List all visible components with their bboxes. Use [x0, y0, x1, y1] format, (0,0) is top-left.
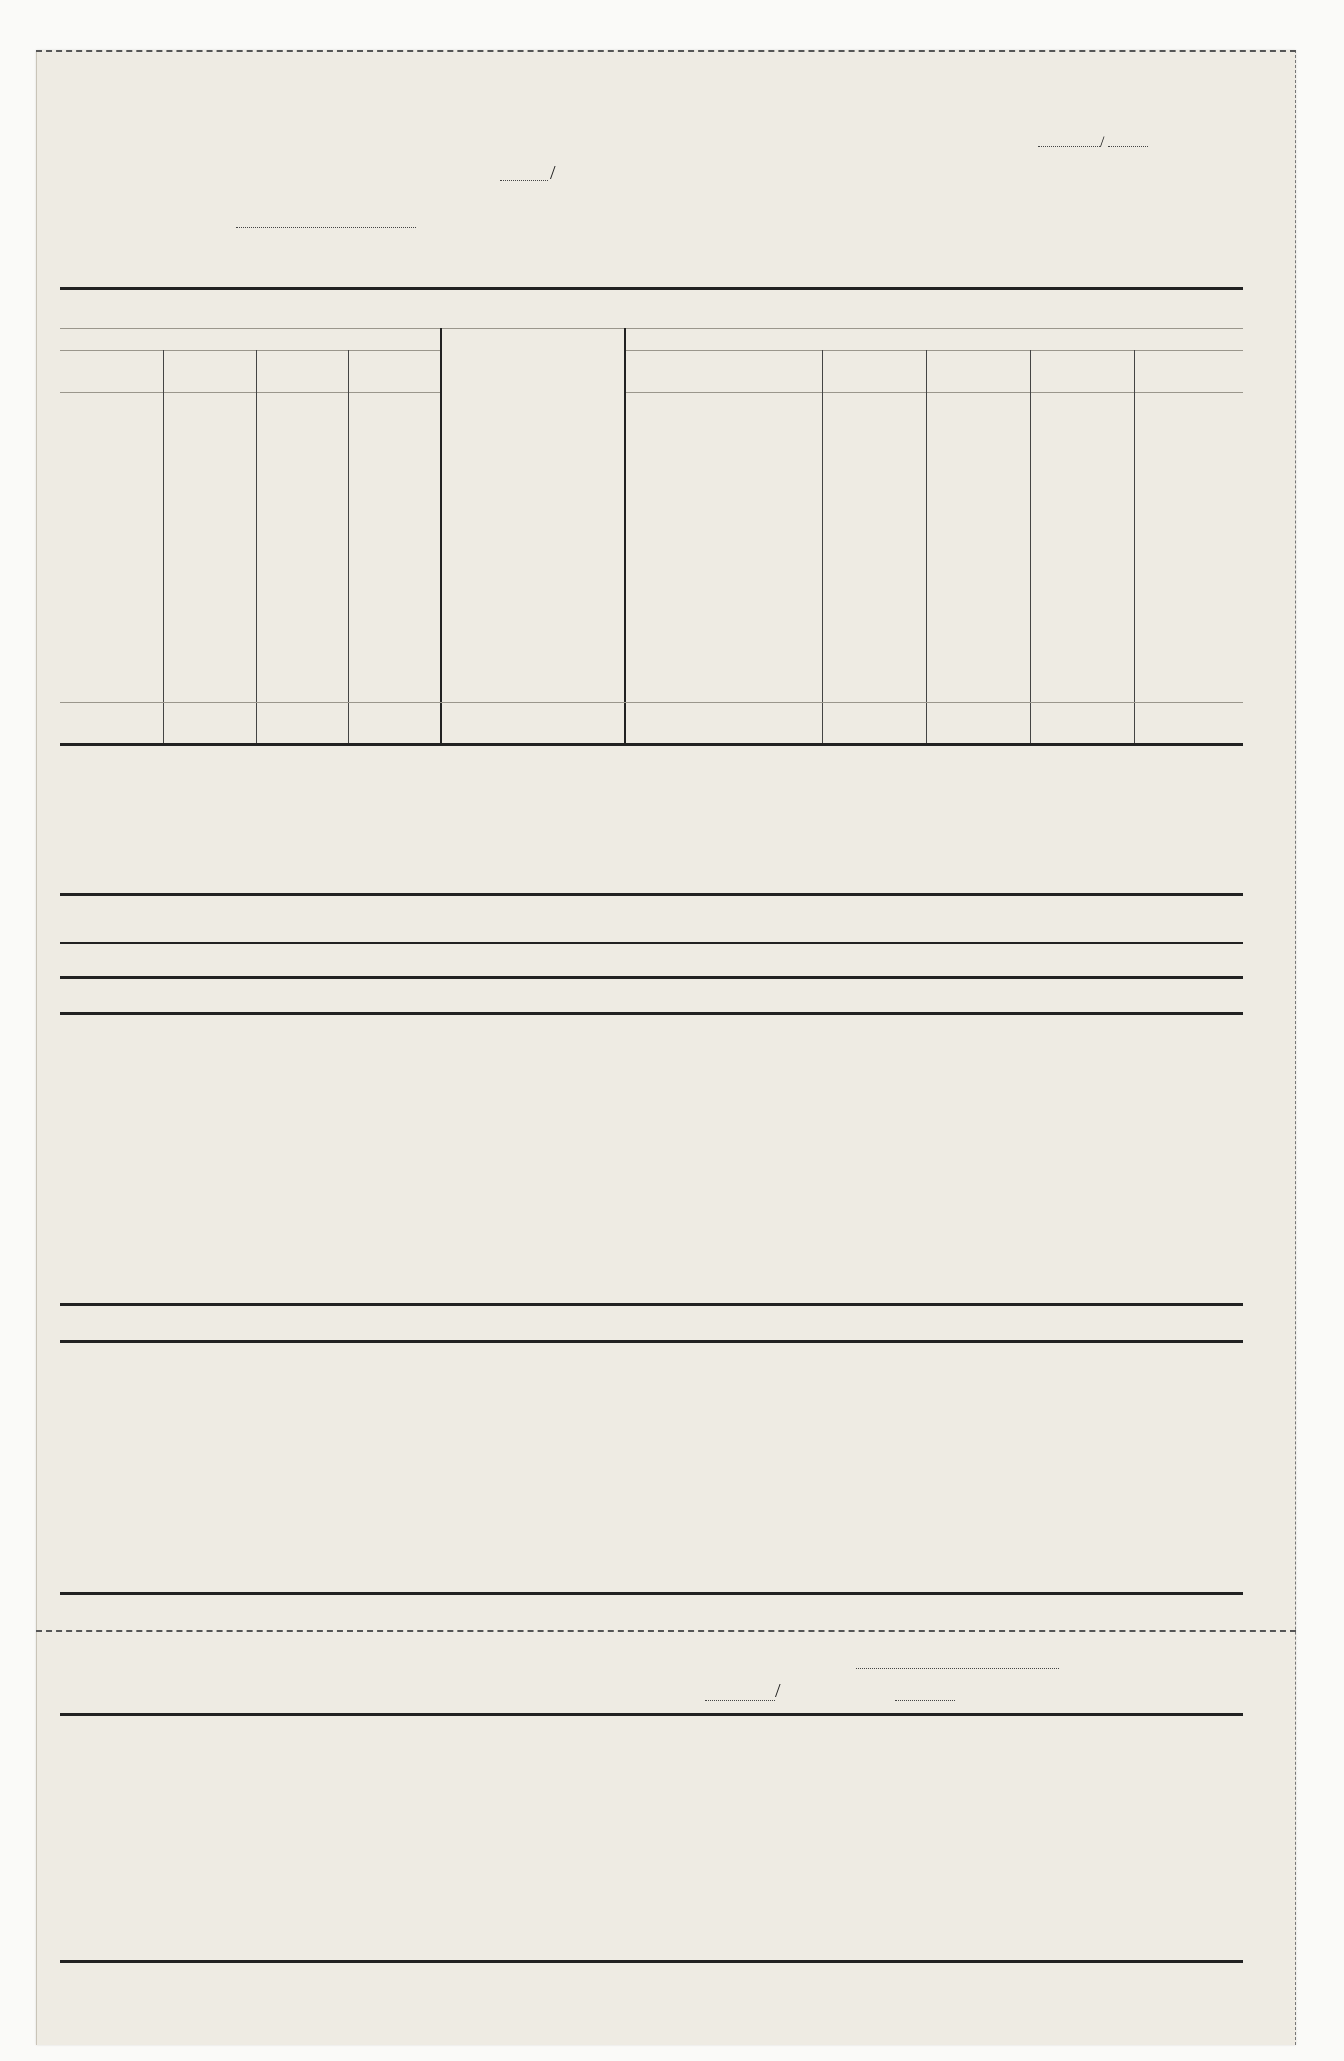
perforation-middle — [36, 1630, 1296, 1632]
serial-dots-a — [1038, 146, 1100, 147]
part-c-day-dots — [705, 1700, 775, 1701]
part-a-rule — [60, 287, 1243, 290]
serial-dots-b — [1108, 146, 1148, 147]
part-c-unit-dots — [856, 1668, 1059, 1669]
day-dots — [500, 180, 548, 181]
part-c-year-dots — [895, 1700, 955, 1701]
we-dots — [236, 227, 416, 228]
perforation-top — [36, 50, 1296, 52]
